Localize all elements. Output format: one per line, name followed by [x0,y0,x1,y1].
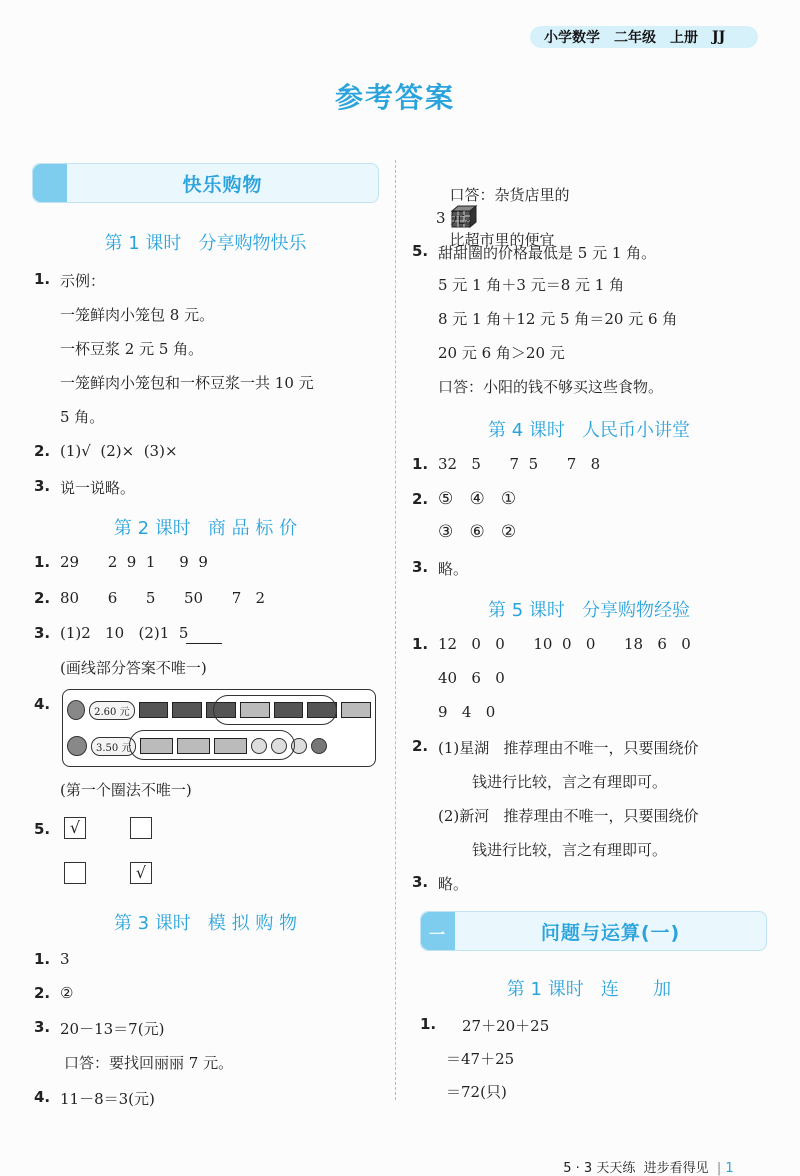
question-number: 3. [34,624,51,642]
unit-tab-label: 一 [429,925,446,944]
answer-line: 27＋20＋25 [462,1017,550,1035]
question-number: 5. [34,820,51,838]
note: (第一个圈法不唯一) [60,781,192,799]
subject: 小学数学 [544,30,600,46]
lesson-title: 第 5 课时 分享购物经验 [487,600,691,621]
lesson-title: 第 1 课时 连 加 [506,979,672,1000]
answer-line: 示例： [60,272,106,290]
answer-line: (1)2 10 (2)1 5 [60,624,189,642]
answer-line: ＝72(只) [446,1083,507,1101]
answer-line: 20 元 6 角＞20 元 [438,344,565,362]
question-number: 1. [420,1015,437,1033]
unit-tab [33,164,67,202]
answer-line: 9 4 0 [438,703,496,721]
unit-label: 快乐购物 [182,173,263,196]
page-number: 1 [725,1161,734,1176]
answer-line: 略。 [438,560,469,578]
checkbox-checked: √ [130,862,152,884]
grade: 二年级 [614,30,656,46]
food-icon [67,736,87,756]
checkbox [64,862,86,884]
answer-line: 5 角。 [60,408,105,426]
answer-line: ⑤ ④ ① [438,489,517,509]
lesson-title: 第 1 课时 分享购物快乐 [104,233,307,254]
footer: 5 · 3 天天练 进步看得见 | 1 [563,1161,734,1176]
answer-line: (2)新河 推荐理由不唯一，只要围绕价 [438,807,699,825]
money-figure [62,689,376,767]
answer-line: ③ ⑥ ② [438,522,517,542]
lesson-title: 第 4 课时 人民币小讲堂 [487,420,691,441]
answer-line: 一杯豆浆 2 元 5 角。 [60,340,204,358]
answer-line: 12 0 0 10 0 0 18 6 0 [438,635,691,653]
answer-line: 32 5 7 5 7 8 [438,455,601,473]
question-number: 2. [34,589,51,607]
answer-line: 说一说略。 [60,479,136,497]
answer-line: 3 [60,950,70,968]
question-number: 1. [412,635,429,653]
answer-line: 甜甜圈的价格最低是 5 元 1 角。 [438,244,657,262]
unit-tab [421,912,455,950]
note: (画线部分答案不唯一) [60,659,207,677]
header-tag [530,26,758,48]
question-number: 4. [34,695,51,713]
price-tag: 3.50 元 [91,737,136,756]
question-number: 4. [34,1088,51,1106]
question-number: 3. [412,873,429,891]
answer-line: 略。 [438,875,469,893]
banknote [341,702,371,718]
question-number: 2. [34,984,51,1002]
answer-line: (1)星湖 推荐理由不唯一，只要围绕价 [438,739,699,757]
answer-line: 11－8＝3(元) [60,1090,155,1108]
answer-line: ＝47＋25 [446,1050,515,1068]
question-number: 3. [34,477,51,495]
question-number: 2. [34,442,51,460]
unit-label: 问题与运算(一) [540,921,681,944]
unit-banner-operations [420,911,767,951]
term: 上册 [670,30,698,46]
checkbox [130,817,152,839]
lesson-title: 第 2 课时 商 品 标 价 [113,518,298,539]
answer-line: 口答：要找回丽丽 7 元。 [64,1054,234,1072]
banknote [172,702,202,718]
question-number: 3. [412,558,429,576]
question-number: 1. [34,270,51,288]
price-tag: 2.60 元 [89,701,134,720]
circled-group [129,730,295,760]
unit-banner-shopping [32,163,379,203]
answer-line: 口答：小阳的钱不够买这些食物。 [438,378,664,396]
question-number: 3. [34,1018,51,1036]
answer-line: 3 元。 [436,209,481,227]
answer-line: 29 2 9 1 9 9 [60,553,208,571]
answer-line: 5 元 1 角＋3 元＝8 元 1 角 [438,276,625,294]
footer-text: 5 · 3 天天练 进步看得见 [563,1161,713,1176]
food-icon [67,700,85,720]
answer-text: 比超市里的便宜 [449,231,555,249]
question-number: 1. [412,455,429,473]
answer-line: 80 6 5 50 7 2 [60,589,266,607]
answer-line: 20－13＝7(元) [60,1020,165,1038]
question-number: 1. [34,950,51,968]
lesson-title: 第 3 课时 模 拟 购 物 [113,913,298,934]
question-number: 2. [412,490,429,508]
answer-line: 8 元 1 角＋12 元 5 角＝20 元 6 角 [438,310,678,328]
answer-text: 口答：杂货店里的 [449,186,570,204]
answer-line: ② [60,984,74,1002]
answer-line: 一笼鲜肉小笼包和一杯豆浆一共 10 元 [60,374,314,392]
edition: JJ [712,29,726,45]
coin [311,738,327,754]
underline-mark [186,643,222,644]
circled-group [213,695,337,725]
question-number: 2. [412,737,429,755]
answer-line: 40 6 0 [438,669,505,687]
question-number: 1. [34,553,51,571]
answer-line: 一笼鲜肉小笼包 8 元。 [60,306,215,324]
column-divider [395,160,396,1100]
page-title: 参考答案 [334,81,455,114]
checkbox-checked: √ [64,817,86,839]
banknote [139,702,169,718]
question-number: 5. [412,242,429,260]
answer-line: (1)√ (2)× (3)× [60,442,178,460]
answer-line: 钱进行比较，言之有理即可。 [472,773,668,791]
answer-line: 钱进行比较，言之有理即可。 [472,841,668,859]
